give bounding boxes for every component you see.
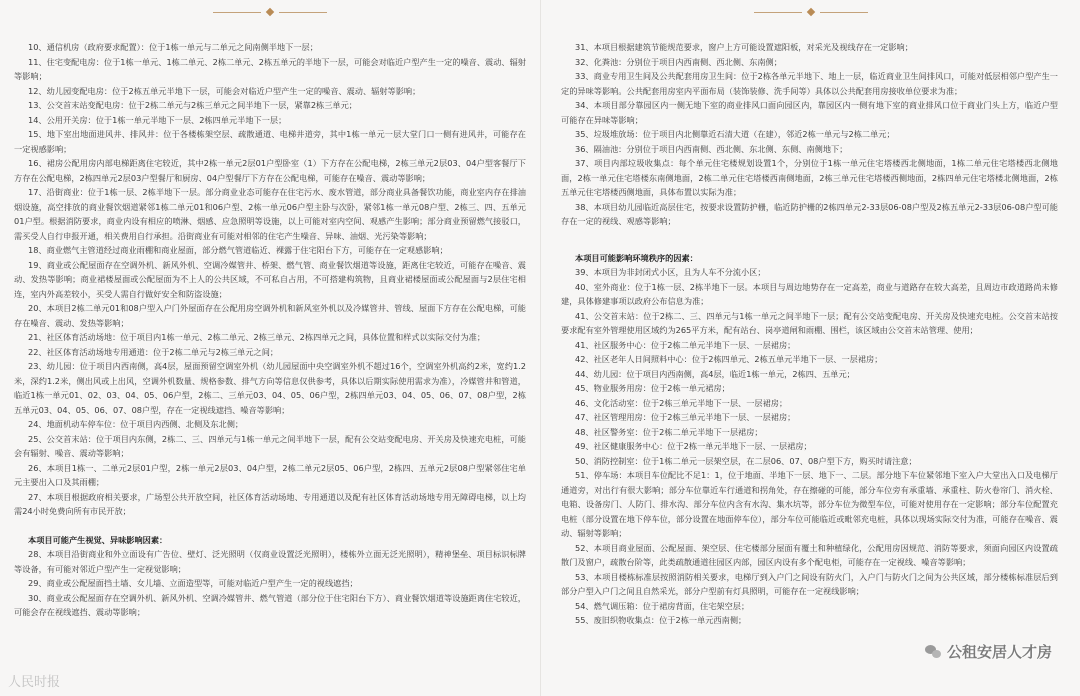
list-item: 27、本项目根据政府相关要求，广场型公共开放空间，社区体育活动场地、专用通道以及配有社区体育活动场地专用无障碍电梯，以上均需24小时免费向所有市民开放；	[14, 491, 526, 516]
list-item: 19、商业或公配屋面存在空调外机、新风外机、空调冷媒管井、桥架、燃气管、商业餐饮烟道等设施，距离住宅较近，可能存在噪音、震动、发热等影响；商业裙楼屋面或公配屋面为不上人的公共区域，不可私自占用，不可搭建构筑物，且商业裙楼屋面或公配屋面与2层住宅相连，室内外高差较小，买受人需自行做好安全和防盗设施；	[14, 259, 526, 299]
list-item: 51、停车场：本项目车位配比不足1：1，位于地面、半地下一层、地下一、二层。部分地下车位紧邻地下室入户大堂出入口及电梯厅通道旁，对出行有很大影响；部分车位靠近车行通道和拐角处，存在擦碰的可能，部分车位旁有承重墙、承重柱、防火卷帘门、消火栓、电箱、设备房门、人防门、排水沟、部分车位内含有水沟、集水坑等，部分车位为微型车位，可能对使用存在一定影响；部分车位配置充电桩（部分设置在地下停车位，部分设置在地面停车位），部分车位可能临近或毗邻充电桩，具体以现场实际交付为准，可能存在噪音、震动、辐射等影响；	[561, 470, 1058, 538]
list-item: 52、本项目商业屋面、公配屋面、架空层、住宅楼部分屋面有覆土和种植绿化，公配用房因规范、消防等要求，须面向园区内设置疏散门及窗户，疏散台阶等，此类疏散通道往园区内部，园区内设有多个配电柜，可能存在一定视线、噪音等影响；	[561, 542, 1058, 567]
list-item: 47、社区管理用房：位于2栋三单元半地下一层、一层裙房；	[575, 412, 796, 422]
list-item: 55、废旧织物收集点：位于2栋一单元西南侧；	[575, 615, 747, 625]
watermark-text: 人民时报	[8, 675, 61, 690]
list-item: 31、本项目根据建筑节能规范要求，窗户上方可能设置遮阳板，对采光及视线存在一定影响；	[575, 42, 913, 52]
list-item: 54、燃气调压箱：位于裙房背面，住宅架空层；	[575, 600, 750, 611]
list-item: 40、室外商业：位于1栋一层、2栋半地下一层。本项目与周边地势存在一定高差，商业与道路存在较大高差，且周边市政道路尚未修建，具体修建事项以政府公布信息为准；	[561, 281, 1058, 306]
list-item: 33、商业专用卫生间及公共配套用房卫生间：位于2栋各单元半地下、地上一层，临近商业卫生间排风口，可能对低层相邻户型产生一定的异味等影响。公共配套用房室内平面布局（装饰装修、洗手间等）具体以公共配套用房接收单位要求为准；	[561, 71, 1058, 96]
list-item: 38、本项目幼儿园临近高层住宅，按要求设置防护栅，临近防护栅的2栋四单元2-33层06-08户型及2栋五单元2-33层06-08户型可能存在一定的视线、观感等影响；	[561, 201, 1058, 226]
list-item: 42、社区老年人日间照料中心：位于2栋四单元、2栋五单元半地下一层、一层裙房；	[575, 354, 883, 364]
list-item: 53、本项目楼栋标准层按照消防相关要求，电梯厅到入户门之间设有防火门，入户门与防火门之间为公共区域，部分楼栋标准层后到部分户型入户门之间且自然采光，部分户型前有灯具照明，可能存在一定视线影响；	[561, 571, 1058, 596]
section-heading: 本项目可能产生视觉、异味影响因素：	[28, 534, 168, 545]
list-item: 28、本项目沿街商业和外立面设有广告位、壁灯、泛光照明（仅商业设置泛光照明），楼栋外立面无泛光照明），精神堡垒、项目标识标牌等设备，有可能对邻近户型产生一定视觉影响；	[14, 549, 526, 574]
list-item: 45、物业服务用房：位于2栋一单元裙房；	[575, 383, 730, 393]
list-item: 14、公用开关房：位于1栋一单元半地下一层、2栋四单元半地下一层；	[28, 114, 287, 125]
ornament-line	[213, 12, 261, 13]
list-item: 37、项目内部垃圾收集点：每个单元住宅楼规划设置1个，分别位于1栋一单元住宅塔楼西北侧地面，1栋二单元住宅塔楼西北侧地面，2栋一单元住宅塔楼东南侧地面，2栋二单元住宅塔楼西南侧地面，2栋三单元住宅塔楼西侧地面，2栋四单元住宅塔楼北侧地面，2栋五单元住宅塔楼西侧地面，具体布置以实际为准；	[561, 158, 1058, 197]
list-item: 21、社区体育活动场地：位于项目内1栋一单元、2栋二单元、2栋三单元、2栋四单元之间，具体位置和样式以实际交付为准；	[28, 332, 486, 342]
list-item: 50、消防控制室：位于1栋二单元一层架空层，在二层06、07、08户型下方，购买时请注意；	[575, 455, 917, 466]
list-item: 35、垃圾堆放场：位于项目内北侧靠近石清大道（在建），邻近2栋一单元与2栋二单元；	[575, 129, 895, 139]
list-item: 26、本项目1栋一、二单元2层01户型，2栋一单元2层03、04户型，2栋二单元2层05、06户型，2栋四、五单元2层08户型紧邻住宅单元主要出入口及其雨棚；	[14, 462, 526, 487]
list-item: 22、社区体育活动场地专用通道：位于2栋二单元与2栋三单元之间；	[28, 346, 279, 357]
list-item: 49、社区健康服务中心：位于2栋一单元半地下一层、一层裙房；	[575, 441, 812, 451]
list-item: 10、通信机房（政府要求配置）：位于1栋一单元与二单元之间南侧半地下一层；	[28, 42, 318, 52]
left-page-body	[14, 40, 526, 620]
list-item: 41、公交首末站：位于2栋二、三、四单元与1栋一单元之间半地下一层；配有公交站变配电房、开关房及快速充电桩。公交首末站按要求配有室外管理使用区域约为265平方米，配有站台、岗亭道闸和雨棚、围栏，该区域由公交首末站管理、使用；	[561, 310, 1058, 335]
header-ornament	[0, 6, 540, 18]
ornament-line	[279, 12, 327, 13]
list-item: 18、商业燃气主管道经过商业雨棚和商业屋面，部分燃气管道临近、裸露于住宅阳台下方，可能存在一定观感影响；	[28, 245, 448, 255]
list-item: 17、沿街商业：位于1栋一层、2栋半地下一层。部分商业业态可能存在住宅污水、废水管道，部分商业具备餐饮功能，商业室内存在排油烟设施，高空排放的商业餐饮烟道紧邻1栋二单元01和06户型、2栋一单元06户型主卧与次卧，紧邻1栋一单元08户型、2栋三、四、五单元01户型。根据消防要求，商业内设有相应的喷淋、烟感、应急照明等设施，以上可能对室内空间、观感产生影响；部分商业预留燃气接驳口，需买受人自行申报开通，相关费用自行承担。沿街商业有可能对相邻的住宅产生噪音、异味、油烟、光污染等影响；	[14, 187, 526, 241]
header-ornament	[541, 6, 1080, 18]
ornament-line	[754, 12, 802, 13]
list-item: 34、本项目部分靠园区内一侧无地下室的商业排风口面向园区内，靠园区内一侧有地下室的商业排风口位于商业门头上方，临近户型可能存在异味等影响；	[561, 100, 1058, 125]
list-item: 41、社区服务中心：位于2栋二单元半地下一层、一层裙房；	[575, 339, 796, 350]
ornament-diamond-icon	[806, 8, 814, 16]
list-item: 48、社区警务室：位于2栋二单元半地下一层裙房；	[575, 426, 763, 437]
list-item: 46、文化活动室：位于2栋三单元半地下一层、一层裙房；	[575, 397, 788, 408]
list-item: 30、商业或公配屋面存在空调外机、新风外机、空调冷媒管井、燃气管道（部分位于住宅阳台下方）、商业餐饮烟道等设施距离住宅较近，可能会存在视线遮挡、震动等影响；	[14, 592, 526, 617]
list-item: 11、住宅变配电房：位于1栋一单元、1栋二单元、2栋二单元、2栋五单元的半地下一层，可能会对临近户型产生一定的噪音、震动、辐射等影响；	[14, 56, 526, 81]
list-item: 12、幼儿园变配电房：位于2栋五单元半地下一层，可能会对临近户型产生一定的噪音、震动、辐射等影响；	[28, 85, 421, 96]
list-item: 39、本项目为非封闭式小区，且为人车不分流小区；	[575, 267, 766, 277]
list-item: 44、幼儿园：位于项目内西南侧，高4层，临近1栋一单元，2栋四、五单元；	[575, 368, 855, 379]
document-page-right	[540, 0, 1080, 696]
list-item: 25、公交首末站：位于项目内东侧，2栋二、三、四单元与1栋一单元之间半地下一层，配有公交站变配电房、开关房及快速充电桩，可能会有辐射、噪音、震动等影响；	[14, 433, 526, 458]
list-item: 24、地面机动车停车位：位于项目内西侧、北侧及东北侧；	[28, 419, 244, 429]
list-item: 20、本项目2栋二单元01和08户型入户门外屋面存在公配用房空调外机和新风室外机以及冷媒管井、管线、屋面下方存在公配电梯，可能存在噪音、震动、发热等影响；	[14, 303, 526, 328]
list-item: 13、公交首末站变配电房：位于2栋二单元与2栋三单元之间半地下一层，紧靠2栋三单元；	[28, 100, 357, 110]
right-page-body	[561, 40, 1058, 628]
wechat-icon	[925, 645, 943, 659]
section-heading: 本项目可能影响环境秩序的因素：	[575, 252, 698, 263]
ornament-line	[820, 12, 868, 13]
watermark-text: 公租安居人才房	[946, 643, 1052, 661]
watermark-brand	[925, 641, 1052, 662]
ornament-diamond-icon	[266, 8, 274, 16]
list-item: 36、隔油池：分别位于项目内西南侧、西北侧、东北侧、东侧、南侧地下；	[575, 143, 848, 154]
list-item: 23、幼儿园：位于项目内西南侧，高4层，屋面预留空调室外机（幼儿园屋面中央空调室外机不超过16个，空调室外机高约2米，宽约1.2米，深约1.2米，侧出风或上出风，空调外机数量、规格参数、排气方向等信息仅供参考，具体以后期实际使用需求为准），冷媒管井和管道，临近1栋一单元01、02、03、04、05、06户型，2栋二、三单元03、04、05、06户型，2栋四单元03、04、05、06、07、08户型，2栋五单元03、04、05、06、07、08户型，存在一定视线遮挡、噪音等影响；	[14, 361, 526, 415]
list-item: 29、商业或公配屋面挡土墙、女儿墙、立面造型等，可能对临近户型产生一定的视线遮挡；	[28, 578, 358, 588]
list-item: 32、化粪池：分别位于项目内西南侧、西北侧、东南侧；	[575, 56, 782, 67]
list-item: 15、地下室出地面进风井、排风井：位于各楼栋架空层、疏散通道、电梯井道旁，其中1栋一单元一层大堂门口一侧有进风井，可能存在一定视感影响；	[14, 129, 526, 154]
list-item: 16、裙房公配用房内部电梯距离住宅较近，其中2栋一单元2层01户型卧室（1）下方存在公配电梯，2栋三单元2层03、04户型客餐厅下方存在公配电梯，2栋四单元2层03户型餐厅和厨房、04户型餐厅下方存在公配电梯，可能存在噪音、震动等影响；	[14, 158, 526, 183]
